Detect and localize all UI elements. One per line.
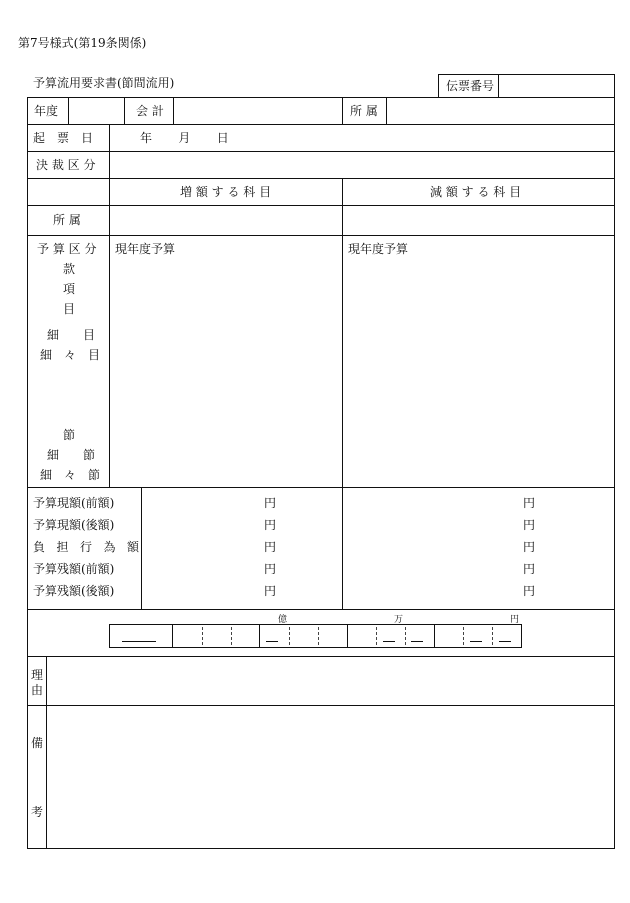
digit-grid[interactable] [109,624,522,648]
form-number: 第7号様式(第19条関係) [18,36,147,50]
decrease-header: 減 額 す る 科 目 [430,185,522,199]
year-label: 年度 [34,104,59,118]
current-budget-left: 現年度予算 [115,242,176,256]
increase-header: 増 額 す る 科 目 [180,185,272,199]
budget-decrease-area[interactable] [344,258,613,485]
dept-label: 所 属 [350,104,378,118]
budget-label-3: 目 [63,302,76,316]
amount-row-0: 予算現額(前額) [33,496,115,510]
approval-label: 決 裁 区 分 [36,158,96,172]
yen-left-1: 円 [264,518,277,532]
yen-right-0: 円 [523,496,536,510]
approval-field[interactable] [111,153,613,177]
budget-label-4: 細 目 [47,328,96,342]
current-budget-right: 現年度予算 [348,242,409,256]
unit-oku: 億 [278,615,288,625]
budget-label-1: 款 [63,262,76,276]
yen-right-2: 円 [523,540,536,554]
slip-number-field[interactable] [500,76,612,96]
amount-row-2: 負 担 行 為 額 [33,540,143,554]
remarks-field[interactable] [48,707,613,847]
amount-row-1: 予算現額(後額) [33,518,115,532]
slip-number-label: 伝票番号 [446,79,495,93]
amount-row-4: 予算残額(後額) [33,584,115,598]
reason-label: 理 由 [31,668,44,697]
budget-increase-area[interactable] [111,258,340,485]
issue-date-value[interactable]: 年 月 日 [140,131,237,145]
yen-left-0: 円 [264,496,277,510]
dept-field[interactable] [388,99,613,123]
yen-left-4: 円 [264,584,277,598]
budget-label-0: 予 算 区 分 [37,242,97,256]
amount-row-3: 予算残額(前額) [33,562,115,576]
yen-left-2: 円 [264,540,277,554]
yen-right-1: 円 [523,518,536,532]
unit-man: 万 [394,615,404,625]
issue-date-label: 起 票 日 [33,131,94,145]
budget-label-8: 細 々 節 [40,468,101,482]
reason-field[interactable] [48,658,613,703]
remarks-label-1: 備 [31,736,44,750]
budget-label-6: 節 [63,428,76,442]
yen-left-3: 円 [264,562,277,576]
affiliation-label: 所 属 [53,213,81,227]
yen-right-4: 円 [523,584,536,598]
budget-label-5: 細 々 目 [40,348,101,362]
affiliation-increase-field[interactable] [111,207,340,234]
remarks-label-2: 考 [31,805,44,819]
budget-label-7: 細 節 [47,448,96,462]
yen-right-3: 円 [523,562,536,576]
account-field[interactable] [175,99,340,123]
year-field[interactable] [70,99,122,123]
account-label: 会 計 [136,104,164,118]
form-title: 予算流用要求書(節間流用) [33,76,175,90]
affiliation-decrease-field[interactable] [344,207,613,234]
budget-label-2: 項 [63,282,76,296]
unit-en: 円 [510,615,520,625]
